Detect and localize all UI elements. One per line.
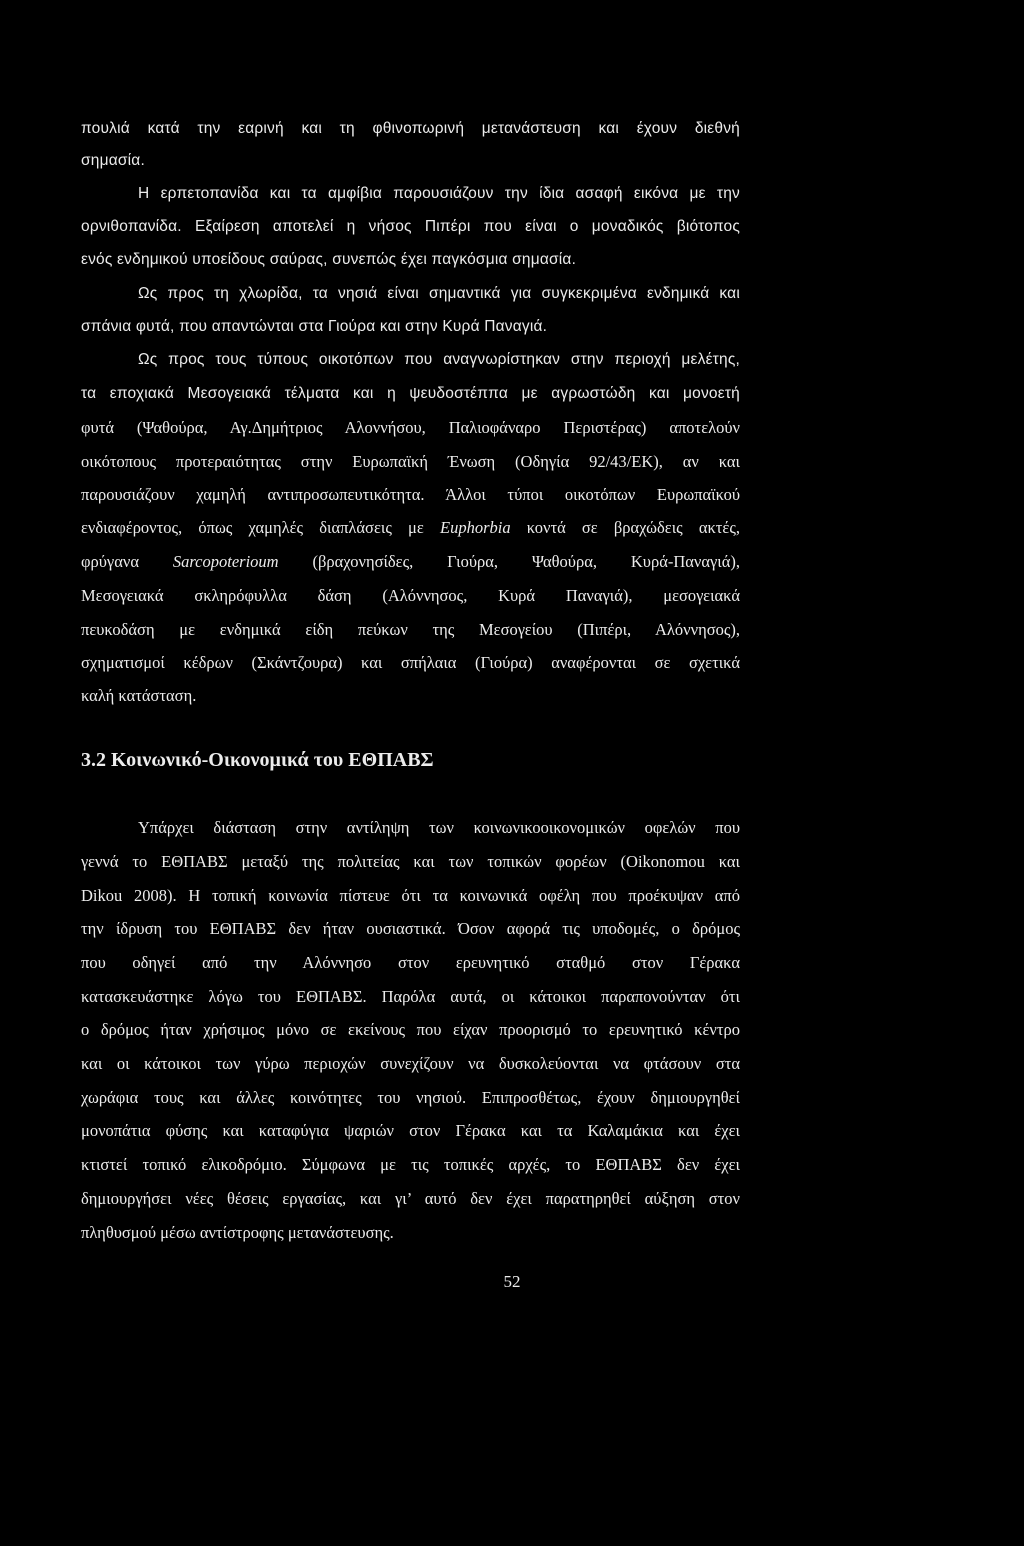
text-line: οικότοπους προτεραιότητας στην Ευρωπαϊκή Ένωση (Οδηγία 92/43/ΕΚ), αν και (81, 452, 740, 471)
text-line: χωράφια τους και άλλες κοινότητες του νησιού. Επιπροσθέτως, έχουν δημιουργηθεί (81, 1088, 740, 1107)
species-name: Sarcopoterioum (172, 552, 279, 571)
text-line: τα εποχιακά Μεσογειακά τέλματα και η ψευδοστέππα με αγρωστώδη και μονοετή (81, 385, 740, 402)
section-heading: 3.2 Κοινωνικό-Οικονομικά του ΕΘΠΑΒΣ (81, 749, 434, 771)
text-line: Η ερπετοπανίδα και τα αμφίβια παρουσιάζουν την ίδια ασαφή εικόνα με την (138, 185, 740, 202)
text-line: σημασία. (81, 152, 145, 169)
text-line: σπάνια φυτά, που απαντώνται στα Γιούρα και στην Κυρά Παναγιά. (81, 318, 548, 335)
text-line (81, 552, 740, 572)
text-line: που οδηγεί από την Αλόννησο στον ερευνητικό σταθμό στον Γέρακα (81, 953, 740, 972)
species-name: Euphorbia (440, 518, 511, 537)
text-line: Ως προς τη χλωρίδα, τα νησιά είναι σημαντικά για συγκεκριμένα ενδημικά και (138, 285, 740, 302)
text-line: ενός ενδημικού υποείδους σαύρας, συνεπώς έχει παγκόσμια σημασία. (81, 251, 577, 268)
text-line: κτιστεί τοπικό ελικοδρόμιο. Σύμφωνα με τις τοπικές αρχές, το ΕΘΠΑΒΣ δεν έχει (81, 1155, 740, 1174)
text-span: (βραχονησίδες, Γιούρα, Ψαθούρα, Κυρά-Παναγιά), (312, 552, 741, 571)
text-line: Μεσογειακά σκληρόφυλλα δάση (Αλόννησος, Κυρά Παναγιά), μεσογειακά (81, 586, 740, 605)
text-line: γεννά το ΕΘΠΑΒΣ μεταξύ της πολιτείας και των τοπικών φορέων (Oikonomou και (81, 852, 740, 871)
text-line: Dikou 2008). Η τοπική κοινωνία πίστευε ότι τα κοινωνικά οφέλη που προέκυψαν από (81, 886, 740, 905)
text-line: την ίδρυση του ΕΘΠΑΒΣ δεν ήταν ουσιαστικά. Όσον αφορά τις υποδομές, ο δρόμος (81, 919, 740, 938)
text-span: κοντά σε βραχώδεις ακτές, (526, 518, 741, 537)
text-line: δημιουργήσει νέες θέσεις εργασίας, και γι’ αυτό δεν έχει παρατηρηθεί αύξηση στον (81, 1189, 740, 1208)
text-line (81, 518, 740, 538)
text-line: πληθυσμού μέσω αντίστροφης μετανάστευσης. (81, 1223, 394, 1242)
text-line: και οι κάτοικοι των γύρω περιοχών συνεχίζουν να δυσκολεύονται να φτάσουν στα (81, 1054, 740, 1073)
text-line: πουλιά κατά την εαρινή και τη φθινοπωρινή μετανάστευση και έχουν διεθνή (81, 120, 740, 137)
text-line: Υπάρχει διάσταση στην αντίληψη των κοινωνικοοικονομικών οφελών που (138, 818, 740, 837)
text-line: πευκοδάση με ενδημικά είδη πεύκων της Μεσογείου (Πιπέρι, Αλόννησος), (81, 620, 740, 639)
text-line: ο δρόμος ήταν χρήσιμος μόνο σε εκείνους που είχαν προορισμό το ερευνητικό κέντρο (81, 1020, 740, 1039)
text-line: παρουσιάζουν χαμηλή αντιπροσωπευτικότητα. Άλλοι τύποι οικοτόπων Ευρωπαϊκού (81, 485, 740, 504)
text-line: μονοπάτια φύσης και καταφύγια ψαριών στον Γέρακα και τα Καλαμάκια και έχει (81, 1121, 740, 1140)
text-line: φυτά (Ψαθούρα, Αγ.Δημήτριος Αλοννήσου, Παλιοφάναρο Περιστέρας) αποτελούν (81, 418, 740, 437)
page-number: 52 (503, 1272, 521, 1291)
text-line: σχηματισμοί κέδρων (Σκάντζουρα) και σπήλαια (Γιούρα) αναφέρονται σε σχετικά (81, 653, 740, 672)
text-line: ορνιθοπανίδα. Εξαίρεση αποτελεί η νήσος Πιπέρι που είναι ο μοναδικός βιότοπος (81, 218, 740, 235)
text-span: ενδιαφέροντος, όπως χαμηλές διαπλάσεις με (81, 518, 424, 537)
text-line: κατασκευάστηκε λόγω του ΕΘΠΑΒΣ. Παρόλα αυτά, οι κάτοικοι παραπονούνταν ότι (81, 987, 740, 1006)
text-line: καλή κατάσταση. (81, 686, 197, 705)
text-span: φρύγανα (81, 552, 139, 571)
text-line: Ως προς τους τύπους οικοτόπων που αναγνωρίστηκαν στην περιοχή μελέτης, (138, 351, 740, 368)
